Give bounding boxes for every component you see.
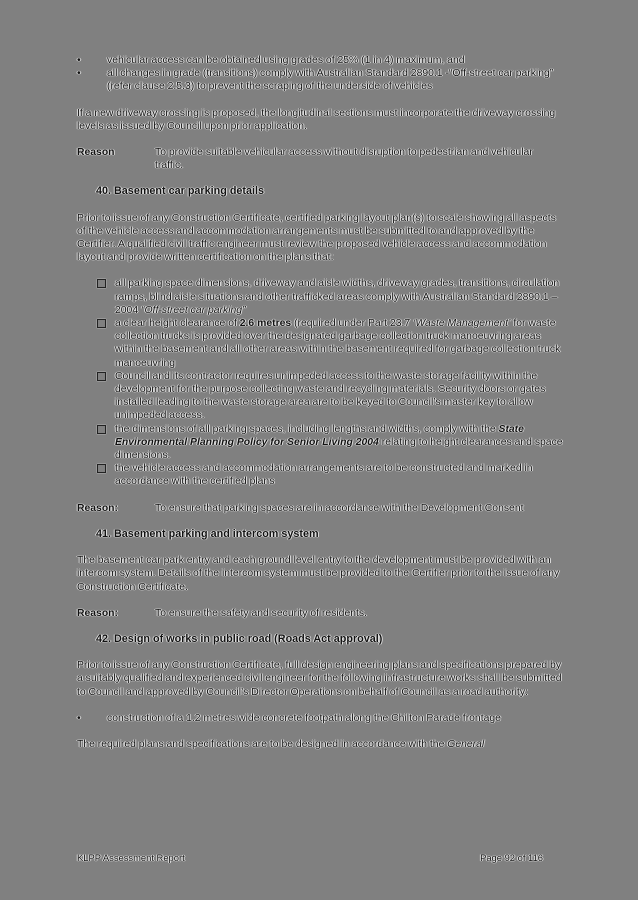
list-item: • vehicular access can be obtained using grades of 25% (1 in 4) maximum, and [77, 55, 465, 66]
list-item: • construction of a 1.2 metres wide concrete footpath along the Chilton Parade frontage [77, 712, 501, 724]
document-page [77, 54, 563, 751]
checkbox-square-icon [97, 372, 106, 381]
page-footer [77, 851, 543, 864]
condition-intro: Prior to issue of any Construction Certificate, full design engineering plans and specifications prepared by a suitably qualified and experienced civil engineer for the following infrastructure works shall be submitted to Council and approved by Council’s Director Operations on behalf of Council as a road authority: [77, 660, 562, 698]
bullet-icon: • [77, 712, 81, 724]
list-item: a clear height clearance of 2.6 metres (required under Part 23.7 ‘Waste Management’ for waste collection trucks is provided over the designated garbage collection truck manoeuvring areas within the basement and all other areas within the basement required for garbage collection truck manoeuvring [77, 317, 563, 370]
reason-block: Reason: To ensure that parking spaces are in accordance with the Development Consent [77, 502, 524, 514]
list-item: all parking space dimensions, driveway and aisle widths, driveway grades, transitions, circulation ramps, blind aisle situations and other trafficked areas comply with Australian Standard 2890.1 – 2004 “Off-street car parking” [77, 277, 563, 317]
checklist [77, 277, 563, 488]
reason-block: Reason To provide suitable vehicular access without disruption to pedestrian and vehicular traffic. [77, 147, 533, 172]
closing-paragraph: The required plans and specifications are to be designed in accordance with the General [77, 738, 485, 750]
list-item: the vehicle access and accommodation arrangements are to be constructed and marked in accordance with the certified plans [77, 462, 563, 488]
condition-heading: 41. Basement parking and intercom system [96, 527, 319, 540]
condition-intro: Prior to issue of any Construction Certificate, certified parking layout plan(s) to scale showing all aspects of the vehicle access and accommodation arrangements must be submitted to and approved by the Certifier. A qualified civil traffic engineer must review the proposed vehicle access and accommodation layout and provide written certification on the plans that: [77, 212, 556, 264]
condition-heading: 40. Basement car parking details [96, 185, 265, 198]
list-item: • all changes in grade (transitions) comply with Australian Standard 2890.1 -“Off-street car parking” (refer clause 2.5.3) to prevent the scraping of the underside of vehicles [77, 68, 554, 93]
page-number: Page 92 of 116 [480, 852, 543, 863]
reason-block: Reason: To ensure the safety and security of residents. [77, 607, 367, 619]
list-item: Council and its contractor requires unimpeded access to the waste storage facility within the development for the purpose collecting waste and recycling materials. Security doors or gates installed leading to the waste storage area are to be keyed to Council’s master key to allow unimpeded access. [77, 370, 563, 423]
condition-heading: 42. Design of works in public road (Roads Act approval) [96, 632, 383, 645]
bullet-icon: • [77, 55, 81, 66]
checkbox-square-icon [97, 319, 106, 328]
checkbox-square-icon [97, 425, 106, 434]
condition-body: The basement car park entry and each ground level entry to the development must be provided with an intercom system. Details of the intercom system must be provided to the Certifier prior to the issue of any Construction Certificate. [77, 555, 560, 593]
driveway-paragraph: If a new driveway crossing is proposed, the longitudinal sections must incorporate the driveway crossing levels as issued by Council upon prior application. [77, 107, 556, 132]
checkbox-square-icon [97, 279, 106, 288]
report-title: KLPP Assessment Report [77, 852, 185, 863]
bullet-icon: • [77, 68, 81, 80]
checkbox-square-icon [97, 464, 106, 473]
list-item: the dimensions of all parking spaces, including lengths and widths, comply with the State Environmental Planning Policy for Senior Living 2004 relating to height clearances and space dimensions. [77, 423, 563, 463]
